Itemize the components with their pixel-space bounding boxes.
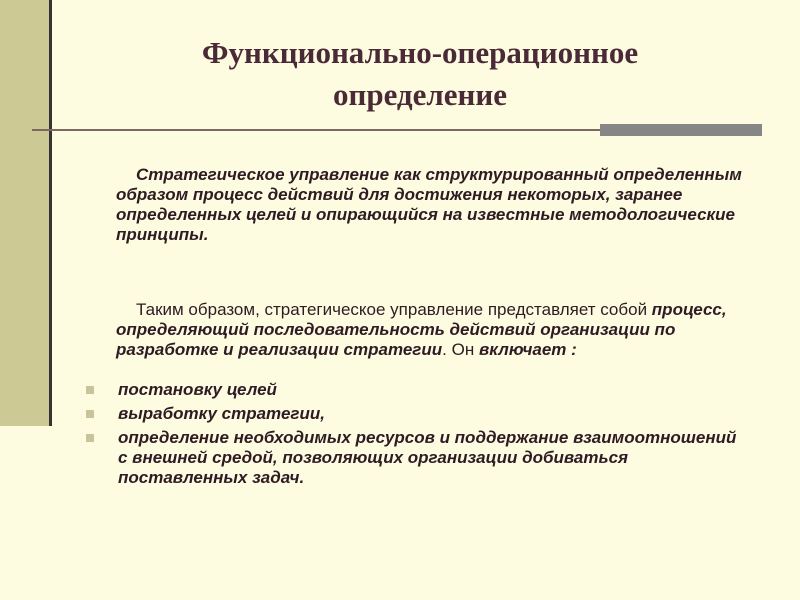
side-decor-bar: [0, 0, 52, 426]
bullet-text: выработку стратегии,: [118, 404, 325, 423]
bullet-text: определение необходимых ресурсов и поддержание взаимоотношений с внешней средой, позволяющих организации добиваться поставленных задач.: [118, 428, 737, 487]
paragraph-summary: [116, 300, 756, 360]
square-bullet-icon: [86, 410, 94, 418]
bullet-text: постановку целей: [118, 380, 277, 399]
bullet-item: [86, 404, 746, 424]
title-underline-block: [600, 124, 762, 136]
title-line-2: определение: [332, 77, 508, 112]
paragraph-summary-lead: Таким образом, стратегическое управление представляет собой: [136, 300, 648, 319]
paragraph-summary-includes: включает :: [478, 340, 577, 359]
paragraph-definition: [116, 165, 756, 245]
slide-title: [90, 32, 750, 116]
paragraph-summary-tail: . Он: [442, 340, 475, 359]
paragraph-definition-text: Стратегическое управление как структурированный определенным образом процесс действий для достижения некоторых, заранее определенных целей и опирающийся на известные методологические принципы.: [116, 165, 742, 244]
title-line-1: Функционально-операционное: [201, 35, 639, 70]
title-underline: [32, 129, 602, 131]
square-bullet-icon: [86, 434, 94, 442]
bullet-item: [86, 428, 746, 488]
square-bullet-icon: [86, 386, 94, 394]
bullet-item: [86, 380, 746, 400]
paragraph-summary-emphasis: процесс, определяющий последовательность действий организации по разработке и реализации стратегии: [116, 300, 727, 359]
bullet-list: [86, 380, 746, 492]
